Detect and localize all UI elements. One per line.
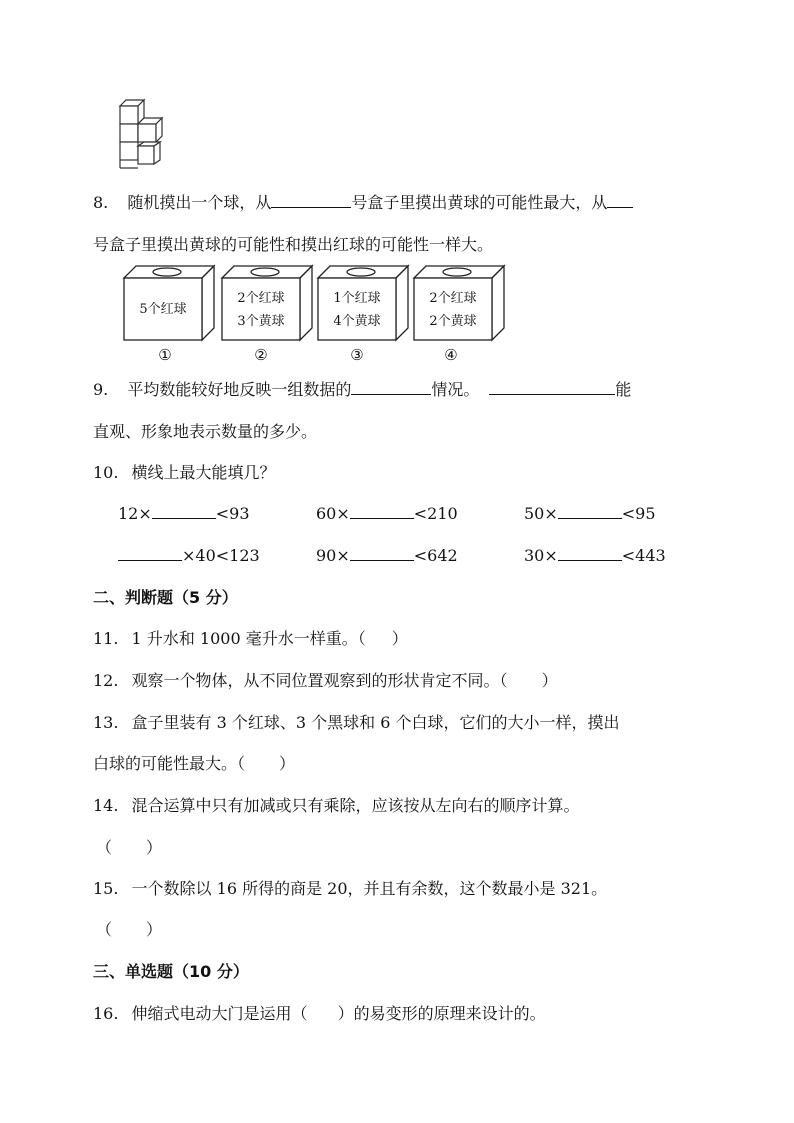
q16-text-a: 伸缩式电动大门是运用（: [131, 1004, 308, 1023]
q10-r1-i2-post: <210: [413, 504, 458, 523]
q9-blank-1[interactable]: [351, 378, 431, 395]
q15-close-paren: ）: [146, 920, 163, 939]
q8-text-a: 随机摸出一个球，从: [127, 193, 272, 212]
q10-r2-i2-post: <642: [413, 546, 458, 565]
q8-line1: [93, 190, 633, 213]
box-4-line1: 2个红球: [429, 291, 477, 306]
box-3-label: ③: [350, 346, 364, 364]
q10-r2-i3-pre: 30×: [524, 546, 558, 565]
q10-row1-item3: [524, 502, 656, 523]
q14-close-paren: ）: [146, 838, 163, 857]
q10-r2-i1-post: ×40<123: [182, 546, 260, 565]
box-4-line2: 2个黄球: [429, 314, 477, 329]
q13-text-line2: 白球的可能性最大。（: [93, 754, 246, 773]
q9-line2: [93, 419, 317, 442]
ball-boxes-figure: [120, 262, 510, 364]
q10-r2-i3-blank[interactable]: [558, 544, 622, 561]
q10-r1-i3-post: <95: [621, 504, 656, 523]
q10-r1-i1-post: <93: [215, 504, 250, 523]
q13-close-paren: ）: [279, 754, 296, 773]
q16-number: 16.: [93, 1004, 119, 1023]
box-3-line2: 4个黄球: [333, 314, 381, 329]
q10-r1-i1-blank[interactable]: [152, 502, 216, 519]
q10-r1-i3-blank[interactable]: [558, 502, 622, 519]
q9-blank-2[interactable]: [489, 378, 615, 395]
q10-r1-i2-blank[interactable]: [350, 502, 414, 519]
box-1-label: ①: [158, 346, 172, 364]
q15-number: 15.: [93, 879, 119, 898]
q10-row1-item1: [118, 502, 250, 523]
q9-text-a: 平均数能较好地反映一组数据的: [127, 380, 352, 399]
q13-line2: [93, 751, 295, 774]
q10-r2-i2-blank[interactable]: [350, 544, 414, 561]
q13-text-line1: 盒子里装有 3 个红球、3 个黑球和 6 个白球，它们的大小一样，摸出: [131, 713, 620, 732]
q10-r2-i2-pre: 90×: [316, 546, 350, 565]
q14-line2: [96, 835, 162, 858]
section-3-heading: 三、单选题（10 分）: [93, 962, 249, 981]
q11-line: [93, 626, 408, 649]
q10-r1-i2-pre: 60×: [316, 504, 350, 523]
q10-row2-item1: [118, 544, 260, 565]
q15-open-paren: （: [96, 920, 113, 939]
q10-r2-i3-post: <443: [621, 546, 666, 565]
q16-line: [93, 1001, 546, 1024]
q10-r1-i3-pre: 50×: [524, 504, 558, 523]
q11-close-paren: ）: [391, 629, 408, 648]
box-3-line1: 1个红球: [333, 291, 381, 306]
q13-line1: [93, 710, 620, 733]
section-2-heading: 二、判断题（5 分）: [93, 588, 238, 607]
q10-r2-i1-blank[interactable]: [118, 544, 182, 561]
q12-line: [93, 668, 558, 691]
q9-number: 9.: [93, 380, 109, 399]
box-2-line1: 2个红球: [237, 291, 285, 306]
box-2-label: ②: [254, 346, 268, 364]
q8-number: 8.: [93, 193, 109, 212]
q12-text: 观察一个物体，从不同位置观察到的形状肯定不同。（: [131, 671, 508, 690]
q11-text: 1 升水和 1000 毫升水一样重。（: [131, 629, 366, 648]
q8-line2: [93, 232, 493, 255]
q10-line: [93, 460, 276, 483]
q10-row2-item3: [524, 544, 666, 565]
q14-text-line1: 混合运算中只有加减或只有乘除，应该按从左向右的顺序计算。: [131, 796, 580, 815]
q14-number: 14.: [93, 796, 119, 815]
q8-text-line2: 号盒子里摸出黄球的可能性和摸出红球的可能性一样大。: [93, 235, 494, 254]
q9-text-b: 情况。: [431, 380, 480, 399]
q10-number: 10.: [93, 463, 119, 482]
box-1-line1: 5个红球: [139, 302, 187, 317]
q14-open-paren: （: [96, 838, 113, 857]
cube-stack-figure: [112, 98, 172, 173]
q13-number: 13.: [93, 713, 119, 732]
q10-r1-i1-pre: 12×: [118, 504, 152, 523]
q12-number: 12.: [93, 671, 119, 690]
q16-text-b: ）的易变形的原理来设计的。: [337, 1004, 546, 1023]
q9-text-line2: 直观、形象地表示数量的多少。: [93, 422, 318, 441]
q9-line1: [93, 377, 631, 400]
q10-text: 横线上最大能填几？: [131, 463, 276, 482]
q8-blank-1[interactable]: [271, 191, 351, 208]
q8-text-b: 号盒子里摸出黄球的可能性最大，从: [351, 193, 608, 212]
q9-text-c: 能: [615, 380, 632, 399]
box-4-label: ④: [444, 346, 458, 364]
q10-row2-item2: [316, 544, 458, 565]
q15-text-line1: 一个数除以 16 所得的商是 20，并且有余数，这个数最小是 321。: [131, 879, 608, 898]
q12-close-paren: ）: [541, 671, 558, 690]
q8-blank-2[interactable]: [607, 191, 633, 208]
box-2-line2: 3个黄球: [237, 314, 285, 329]
q10-row1-item2: [316, 502, 458, 523]
q14-line1: [93, 793, 580, 816]
q15-line1: [93, 876, 607, 899]
q11-number: 11.: [93, 629, 119, 648]
q15-line2: [96, 917, 162, 940]
